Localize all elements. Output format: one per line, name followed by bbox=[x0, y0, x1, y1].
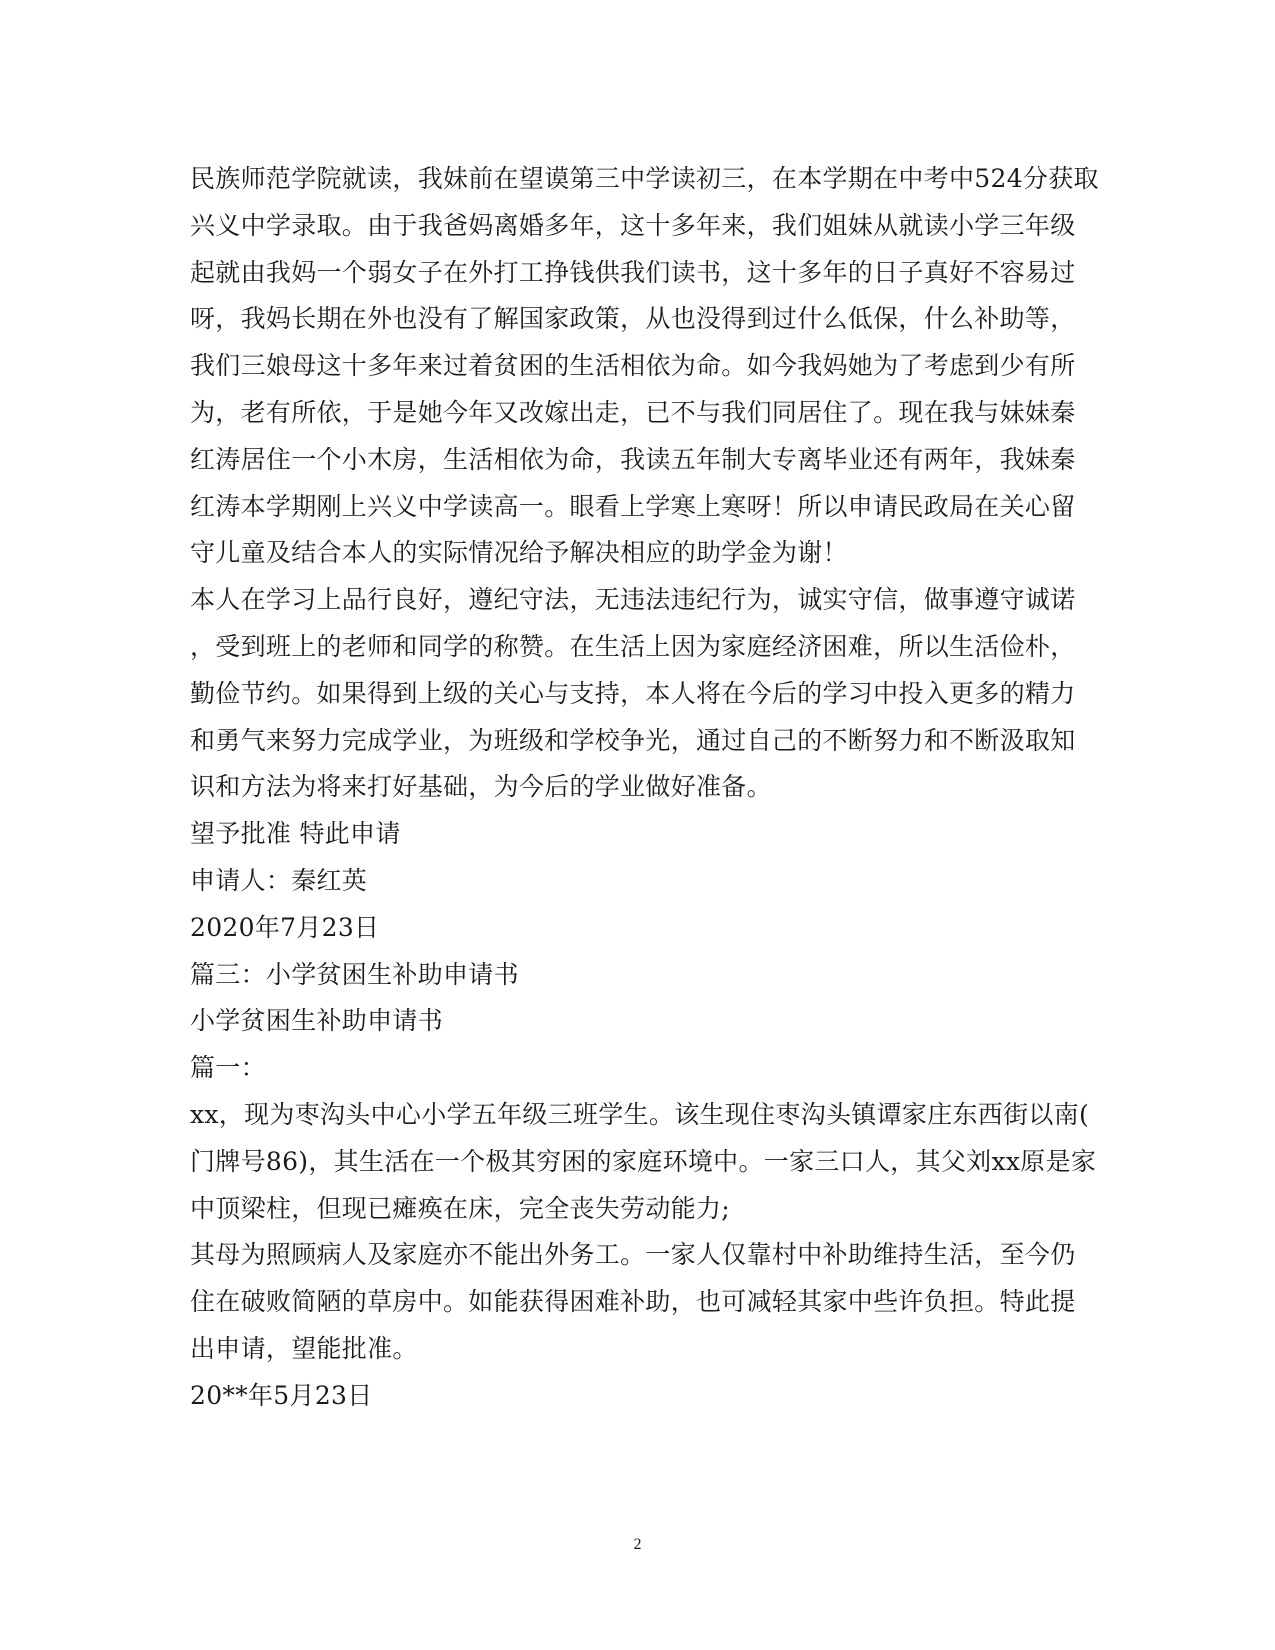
closing-line: 望予批准 特此申请 bbox=[190, 819, 401, 849]
text-line: 和勇气来努力完成学业，为班级和学校争光，通过自己的不断努力和不断汲取知 bbox=[190, 725, 1076, 755]
page-number: 2 bbox=[633, 1536, 642, 1553]
text-line: 我们三娘母这十多年来过着贫困的生活相依为命。如今我妈她为了考虑到少有所 bbox=[190, 351, 1076, 381]
text-line: 其母为照顾病人及家庭亦不能出外务工。一家人仅靠村中补助维持生活，至今仍 bbox=[190, 1240, 1076, 1270]
text-line: 门牌号86)，其生活在一个极其穷困的家庭环境中。一家三口人，其父刘xx原是家 bbox=[190, 1146, 1097, 1176]
text-line: 中顶梁柱，但现已瘫痪在床，完全丧失劳动能力; bbox=[190, 1193, 731, 1223]
text-line: 起就由我妈一个弱女子在外打工挣钱供我们读书，这十多年的日子真好不容易过 bbox=[190, 257, 1076, 287]
subsection-heading: 篇一： bbox=[190, 1053, 266, 1083]
date-line: 20**年5月23日 bbox=[190, 1380, 373, 1410]
text-line: 勤俭节约。如果得到上级的关心与支持，本人将在今后的学习中投入更多的精力 bbox=[190, 678, 1076, 708]
text-line: 呀，我妈长期在外也没有了解国家政策，从也没得到过什么低保，什么补助等， bbox=[190, 304, 1076, 334]
document-title: 小学贫困生补助申请书 bbox=[190, 1006, 444, 1036]
text-line: 出申请，望能批准。 bbox=[190, 1333, 418, 1363]
text-line: 守儿童及结合本人的实际情况给予解决相应的助学金为谢！ bbox=[190, 538, 848, 568]
text-line: 识和方法为将来打好基础，为今后的学业做好准备。 bbox=[190, 772, 772, 802]
section-heading: 篇三：小学贫困生补助申请书 bbox=[190, 959, 519, 989]
text-line: 为，老有所依，于是她今年又改嫁出走，已不与我们同居住了。现在我与妹妹秦 bbox=[190, 397, 1076, 427]
text-line: 红涛本学期刚上兴义中学读高一。眼看上学寒上寒呀！所以申请民政局在关心留 bbox=[190, 491, 1076, 521]
text-line: 红涛居住一个小木房，生活相依为命，我读五年制大专离毕业还有两年，我妹秦 bbox=[190, 444, 1076, 474]
text-line: ，受到班上的老师和同学的称赞。在生活上因为家庭经济困难，所以生活俭朴， bbox=[190, 631, 1076, 661]
document-body bbox=[190, 156, 1099, 1420]
text-line: 兴义中学录取。由于我爸妈离婚多年，这十多年来，我们姐妹从就读小学三年级 bbox=[190, 210, 1076, 240]
text-line: 本人在学习上品行良好，遵纪守法，无违法违纪行为，诚实守信，做事遵守诚诺 bbox=[190, 585, 1076, 615]
applicant-line: 申请人：秦红英 bbox=[190, 865, 368, 895]
text-line: xx，现为枣沟头中心小学五年级三班学生。该生现住枣沟头镇谭家庄东西街以南( bbox=[190, 1099, 1090, 1129]
date-line: 2020年7月23日 bbox=[190, 912, 380, 942]
text-line: 住在破败简陋的草房中。如能获得困难补助，也可减轻其家中些许负担。特此提 bbox=[190, 1287, 1076, 1317]
text-line: 民族师范学院就读，我妹前在望谟第三中学读初三，在本学期在中考中524分获取 bbox=[190, 164, 1099, 193]
